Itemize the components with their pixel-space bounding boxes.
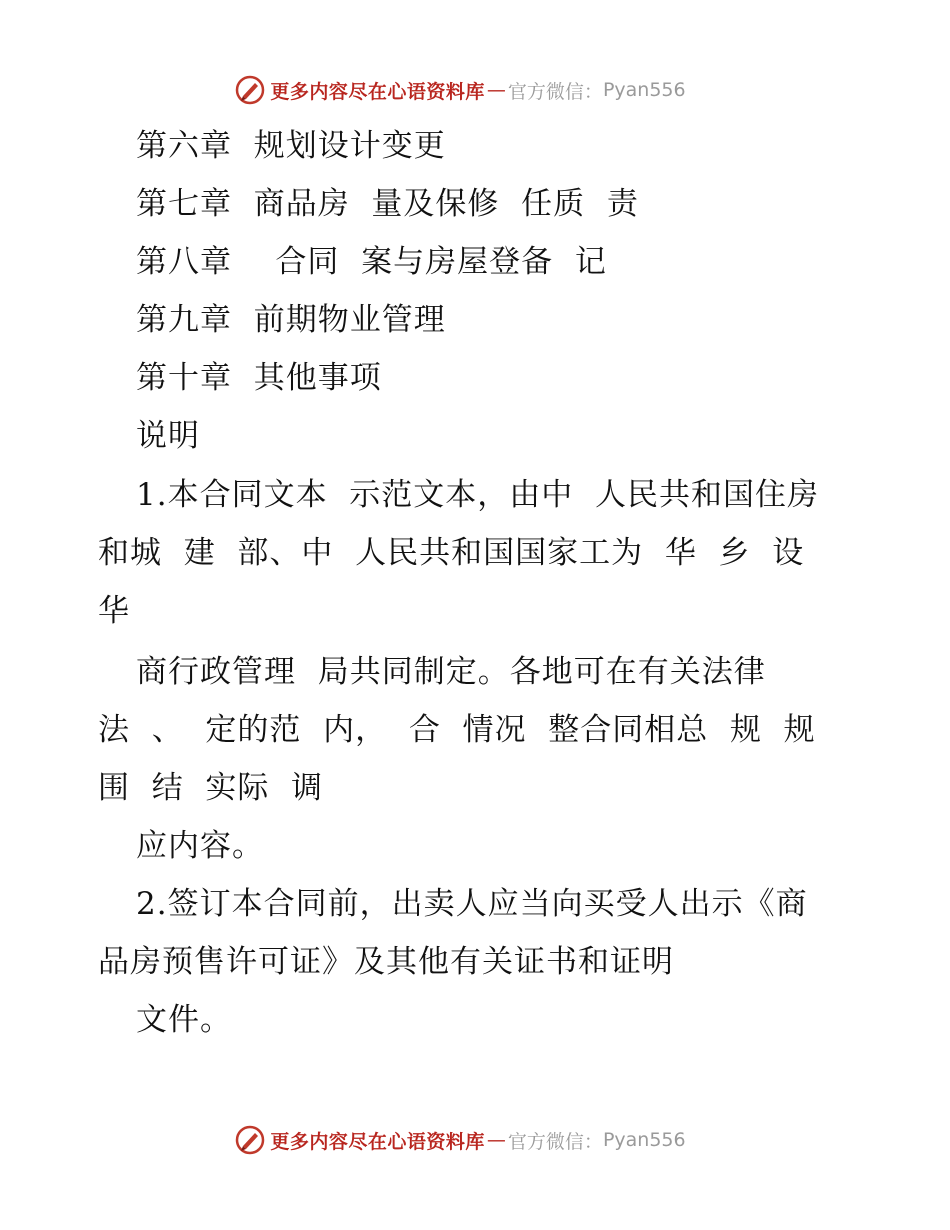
pen-logo-icon [234, 74, 266, 106]
paragraph-line: 围 结 实际 调 [98, 770, 324, 806]
header-watermark [0, 70, 950, 110]
watermark-separator: — [486, 1129, 506, 1151]
footer-watermark [0, 1120, 950, 1160]
paragraph-line: 1.本合同文本 示范文本，由中 人民共和国住房 [136, 477, 819, 513]
toc-line-chapter-7: 第七章 商品房 量及保修 任质 责 [136, 186, 639, 222]
section-heading-notes: 说明 [136, 418, 200, 454]
paragraph-line: 和城 建 部、中 人民共和国国家工为 华 乡 设 [98, 535, 805, 571]
watermark-account: Pyan556 [602, 79, 686, 101]
watermark-brand: 更多内容尽在心语资料库 [270, 80, 485, 103]
watermark-suffix: 官方微信： [507, 80, 603, 103]
pen-logo-icon [234, 1124, 266, 1156]
paragraph-line: 华 [98, 593, 130, 629]
paragraph-line: 应内容。 [136, 828, 264, 864]
watermark-brand: 更多内容尽在心语资料库 [270, 1130, 485, 1153]
paragraph-line: 品房预售许可证》及其他有关证书和证明 [98, 944, 674, 980]
toc-line-chapter-8: 第八章 合同 案与房屋登备 记 [136, 244, 607, 280]
paragraph-line: 文件。 [136, 1002, 232, 1038]
watermark-account: Pyan556 [602, 1129, 686, 1151]
toc-line-chapter-10: 第十章 其他事项 [136, 360, 382, 396]
toc-line-chapter-9: 第九章 前期物业管理 [136, 302, 446, 338]
toc-line-chapter-6: 第六章 规划设计变更 [136, 128, 446, 164]
watermark-suffix: 官方微信： [507, 1130, 603, 1153]
paragraph-line: 商行政管理 局共同制定。各地可在有关法律 [136, 654, 766, 690]
watermark-separator: — [486, 79, 506, 101]
paragraph-line: 2.签订本合同前，出卖人应当向买受人出示《商 [136, 886, 808, 922]
paragraph-line: 法 、 定的范 内， 合 情况 整合同相总 规 规 [98, 712, 816, 748]
